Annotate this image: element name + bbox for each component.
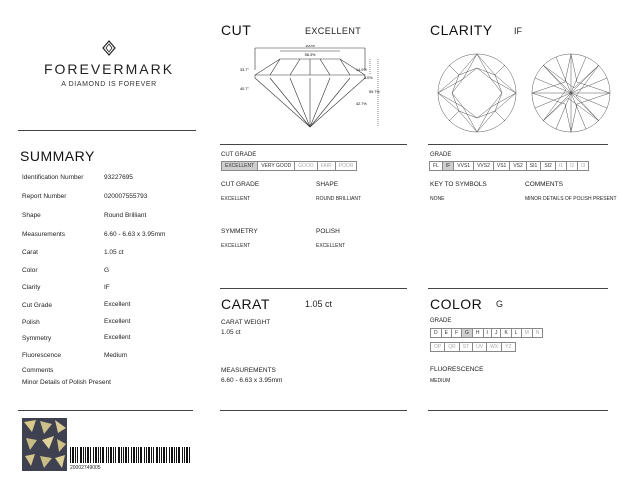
barcode-bar — [108, 447, 109, 463]
cut-value: EXCELLENT — [305, 26, 362, 36]
grade-cell: ST — [460, 343, 473, 351]
barcode-bar — [133, 447, 135, 463]
cut-grade-label: CUT GRADE — [221, 181, 260, 188]
barcode-bar — [140, 447, 142, 463]
cut-grade-value: EXCELLENT — [221, 196, 251, 202]
grade-cell: YZ — [505, 344, 512, 350]
brand-name: FOREVERMARK — [43, 61, 175, 77]
diamond-logo-icon — [102, 40, 116, 56]
color-grade-label: GRADE — [430, 318, 452, 324]
clarity-comments-value: MINOR DETAILS OF POLISH PRESENT — [525, 196, 617, 202]
symmetry-label: SYMMETRY — [221, 228, 258, 235]
summary-row-label: Report Number — [22, 193, 67, 200]
diamond-photo — [22, 418, 67, 471]
grade-cell: M — [522, 329, 533, 337]
carat-title: CARAT — [221, 296, 270, 312]
grade-cell: SI2 — [541, 162, 556, 170]
barcode-bar — [136, 447, 137, 463]
diamond-profile-diagram — [230, 45, 390, 135]
barcode-bar — [128, 447, 129, 463]
grade-cell: GOOD — [295, 162, 317, 170]
symmetry-value: EXCELLENT — [221, 243, 251, 249]
grade-cell: VVS1 — [454, 162, 474, 170]
grade-cell: VERY GOOD — [258, 162, 295, 170]
barcode-bar — [100, 447, 101, 463]
grade-cell: E — [442, 329, 452, 337]
cut-grade-scale — [221, 161, 357, 171]
color-grade-scale — [430, 328, 543, 338]
shape-value: ROUND BRILLIANT — [316, 196, 362, 202]
measurements-label: MEASUREMENTS — [221, 367, 276, 374]
color-title: COLOR — [430, 296, 483, 312]
summary-row-value: Medium — [104, 352, 128, 359]
barcode-bar — [161, 447, 162, 463]
grade-cell: VVS2 — [474, 162, 494, 170]
grade-cell: F — [452, 329, 462, 337]
barcode-bar — [176, 447, 177, 463]
brand-logo — [18, 40, 198, 90]
diagram-crown-height: 14.0% — [356, 68, 367, 72]
summary-row-label: Symmetry — [22, 335, 52, 342]
barcode-bar — [153, 447, 154, 463]
barcode-bar — [144, 447, 145, 463]
clarity-grade-label: GRADE — [430, 152, 452, 158]
summary-row-value: Excellent — [104, 301, 131, 308]
barcode-bar — [98, 447, 99, 463]
summary-row-value: 93227695 — [104, 174, 133, 181]
diagram-table-pct: 58.3% — [304, 53, 316, 57]
diagram-total-pct: 100% — [305, 45, 315, 48]
barcode-bar — [83, 447, 84, 463]
clarity-comments-label: COMMENTS — [525, 181, 563, 188]
summary-row-label: Clarity — [22, 284, 41, 291]
grade-cell: FL — [430, 162, 443, 170]
grade-cell: I — [484, 329, 492, 337]
barcode-bar — [131, 447, 132, 463]
barcode-bar — [123, 447, 124, 463]
barcode-bar — [90, 447, 91, 463]
barcode-bar — [85, 447, 86, 463]
barcode-bar — [115, 447, 116, 463]
divider — [18, 410, 193, 411]
barcode-bar — [77, 447, 78, 463]
barcode-bar — [166, 447, 167, 463]
summary-row-value: IF — [104, 284, 110, 291]
barcode-number: 20002749005 — [70, 465, 101, 471]
summary-row-value: Excellent — [104, 318, 131, 325]
grade-cell: POOR — [338, 163, 354, 169]
barcode-bar — [148, 447, 150, 463]
divider — [220, 410, 407, 411]
carat-weight-value: 1.05 ct — [221, 329, 241, 336]
grade-cell: UV — [473, 343, 487, 351]
barcode-bar — [95, 447, 97, 463]
key-to-symbols-label: KEY TO SYMBOLS — [430, 181, 487, 188]
summary-row-value: Round Brilliant — [104, 212, 147, 219]
carat-value: 1.05 ct — [305, 299, 333, 309]
barcode-bar — [151, 447, 152, 463]
diagram-total-depth: 42.7% — [356, 102, 367, 106]
barcode-bar — [113, 447, 114, 463]
barcode-bar — [102, 447, 104, 463]
summary-row-label: Shape — [22, 212, 41, 219]
key-to-symbols-value: NONE — [430, 196, 445, 202]
summary-row-label: Carat — [22, 249, 38, 256]
grade-cell: QR — [445, 343, 460, 351]
barcode-bar — [169, 447, 170, 463]
grade-cell: WX — [487, 343, 502, 351]
barcode-bar — [106, 447, 107, 463]
grade-cell: G — [462, 329, 473, 337]
clarity-grade-scale — [429, 161, 589, 171]
clarity-crown-plot — [436, 52, 518, 134]
color-value: G — [496, 299, 504, 309]
clarity-value: IF — [514, 26, 522, 36]
barcode-bar — [159, 447, 160, 463]
grade-cell: H — [473, 329, 484, 337]
grade-cell: N — [535, 330, 540, 336]
summary-row-value: Excellent — [104, 334, 131, 341]
barcode-bar — [87, 447, 89, 463]
barcode-bar — [163, 447, 165, 463]
barcode-bar — [171, 447, 173, 463]
fluorescence-value: MEDIUM — [430, 378, 451, 384]
barcode-bar — [125, 447, 127, 463]
barcode-bar — [138, 447, 139, 463]
polish-value: EXCELLENT — [316, 243, 346, 249]
divider — [220, 144, 407, 145]
divider — [428, 410, 608, 411]
summary-row-value: 020007555793 — [104, 193, 148, 200]
divider — [18, 130, 196, 131]
barcode-bar — [189, 447, 190, 463]
fluorescence-label: FLUORESCENCE — [430, 366, 484, 373]
barcode-bar — [80, 447, 82, 463]
summary-row-label: Fluorescence — [22, 352, 62, 359]
barcode-bar — [182, 447, 183, 463]
cut-title: CUT — [221, 22, 252, 38]
barcode-bar — [72, 447, 74, 463]
grade-cell: L — [512, 329, 522, 337]
summary-row-label: Polish — [22, 319, 40, 326]
carat-weight-label: CARAT WEIGHT — [221, 319, 271, 326]
barcode-bar — [178, 447, 180, 463]
summary-row-label: Identification Number — [22, 174, 84, 181]
barcode-bar — [75, 447, 76, 463]
clarity-pavilion-plot — [530, 52, 612, 134]
barcode-bar — [110, 447, 112, 463]
summary-row-label: Measurements — [22, 231, 65, 238]
clarity-title: CLARITY — [430, 22, 493, 38]
barcode-bar — [93, 447, 94, 463]
diagram-crown-angle: 33.7° — [240, 68, 249, 72]
grade-cell: K — [501, 329, 511, 337]
summary-comments-value: Minor Details of Polish Present — [22, 379, 111, 386]
grade-cell: J — [492, 329, 502, 337]
barcode-bar — [174, 447, 175, 463]
summary-comments-label: Comments — [22, 367, 54, 374]
summary-row-label: Color — [22, 267, 38, 274]
measurements-value: 6.60 - 6.63 x 3.95mm — [221, 377, 283, 384]
grade-cell: I1 — [556, 162, 567, 170]
grade-cell: OP — [431, 343, 445, 351]
divider — [428, 144, 608, 145]
grade-cell: I3 — [581, 163, 586, 169]
grade-cell: I2 — [567, 162, 578, 170]
cut-grade-scale-label: CUT GRADE — [221, 152, 257, 158]
summary-title: SUMMARY — [20, 148, 95, 164]
polish-label: POLISH — [316, 228, 340, 235]
grade-cell: EXCELLENT — [222, 162, 258, 170]
diagram-pavilion-angle: 40.7° — [240, 87, 249, 91]
barcode-bar — [186, 447, 188, 463]
grade-cell: SI1 — [527, 162, 542, 170]
diagram-girdle: 3.0% — [364, 76, 373, 80]
barcode-bar — [70, 447, 71, 463]
color-grade-scale-extended — [430, 342, 516, 352]
diagram-pavilion-depth: 59.7% — [369, 90, 380, 94]
summary-row-value: 6.60 - 6.63 x 3.95mm — [104, 231, 166, 238]
grade-cell: VS2 — [510, 162, 526, 170]
barcode-bar — [121, 447, 122, 463]
grade-cell: FAIR — [318, 162, 336, 170]
grade-cell: D — [431, 329, 442, 337]
barcode-bar — [156, 447, 158, 463]
barcode — [70, 447, 192, 463]
barcode-bar — [118, 447, 120, 463]
summary-row-label: Cut Grade — [22, 302, 52, 309]
grade-cell: VS1 — [494, 162, 510, 170]
divider — [428, 288, 608, 289]
barcode-bar — [184, 447, 185, 463]
summary-row-value: G — [104, 267, 110, 274]
summary-row-value: 1.05 ct — [104, 249, 124, 256]
barcode-bar — [146, 447, 147, 463]
brand-tagline: A DIAMOND IS FOREVER — [61, 81, 157, 88]
grade-cell: IF — [443, 162, 454, 170]
shape-label: SHAPE — [316, 181, 339, 188]
divider — [220, 288, 407, 289]
